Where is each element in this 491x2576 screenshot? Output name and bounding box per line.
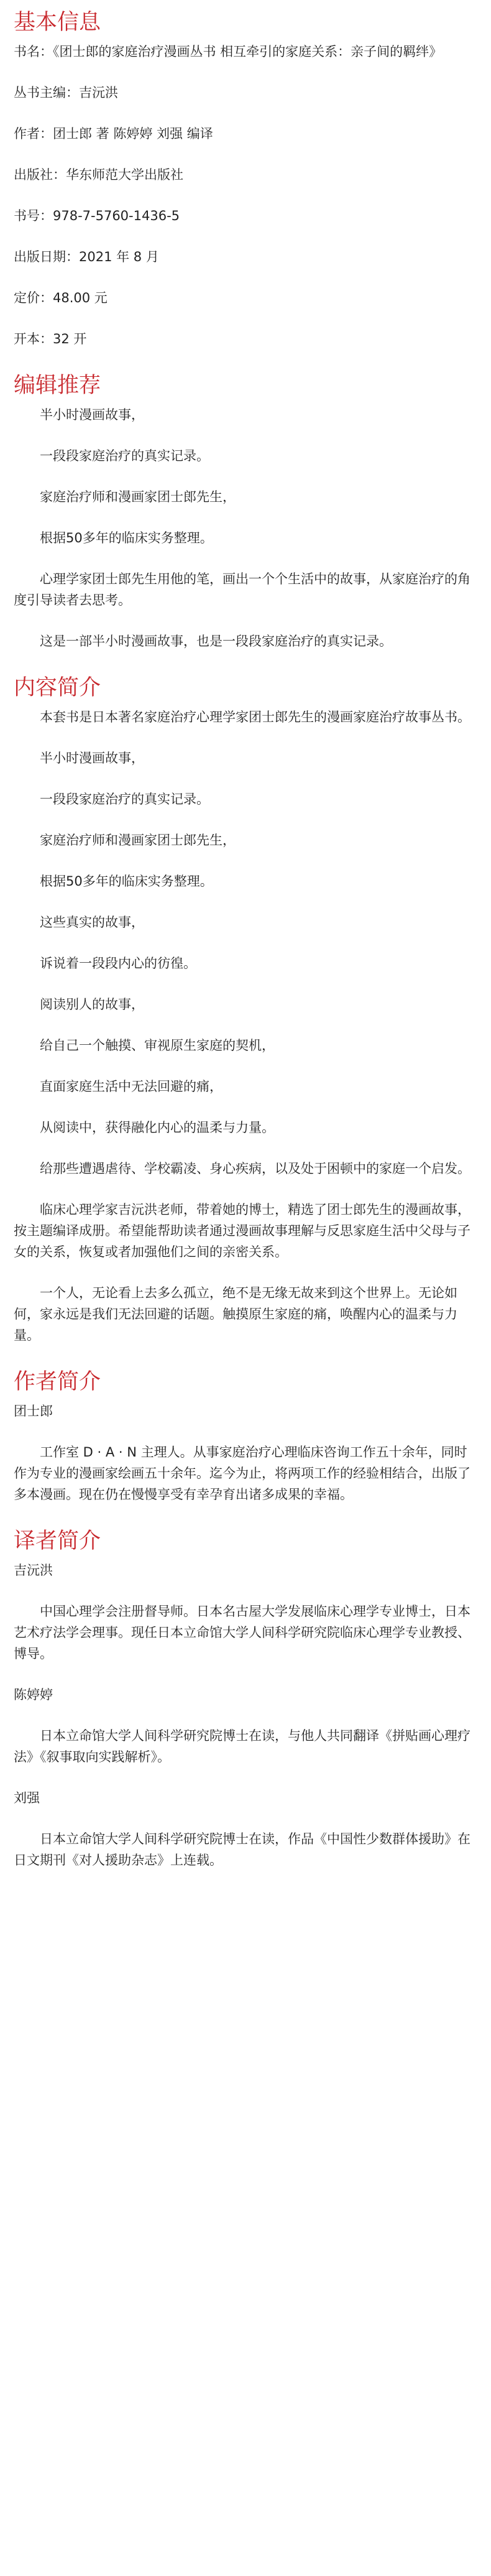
body-paragraph: 这是一部半小时漫画故事，也是一段段家庭治疗的真实记录。	[40, 634, 392, 649]
body-paragraph: 日本立命馆大学人间科学研究院博士在读，作品《中国性少数群体援助》在日文期刊《对人援助杂志》上连载。	[14, 1832, 470, 1868]
label-paragraph: 吉沅洪	[14, 1563, 53, 1578]
section-title: 作者简介	[14, 1369, 101, 1394]
body-paragraph: 根据50多年的临床实务整理。	[40, 530, 213, 545]
body-paragraph: 心理学家团士郎先生用他的笔，画出一个个生活中的故事，从家庭治疗的角度引导读者去思考。	[14, 572, 470, 608]
section-title: 译者简介	[14, 1529, 101, 1554]
label-paragraph: 定价：48.00 元	[14, 290, 108, 305]
paragraph-list	[14, 707, 477, 1346]
section-title: 编辑推荐	[14, 373, 101, 398]
body-paragraph: 从阅读中，获得融化内心的温柔与力量。	[40, 1120, 275, 1135]
label-paragraph: 书号：978-7-5760-1436-5	[14, 208, 180, 223]
body-paragraph: 一段段家庭治疗的真实记录。	[40, 448, 209, 463]
body-paragraph: 直面家庭生活中无法回避的痛，	[40, 1079, 223, 1094]
body-paragraph: 根据50多年的临床实务整理。	[40, 874, 213, 889]
section-content-summary	[14, 673, 477, 1346]
section-title: 基本信息	[14, 10, 101, 35]
section-basic-info	[14, 7, 477, 350]
paragraph-list	[14, 404, 477, 652]
paragraph-list	[14, 1401, 477, 1505]
body-paragraph: 日本立命馆大学人间科学研究院博士在读，与他人共同翻译《拼贴画心理疗法》《叙事取向实践解析》。	[14, 1728, 470, 1764]
paragraph-list	[14, 1560, 477, 1871]
label-paragraph: 作者：团士郎 著 陈婷婷 刘强 编译	[14, 126, 213, 141]
label-paragraph: 开本：32 开	[14, 331, 87, 346]
body-paragraph: 工作室 D · A · N 主理人。从事家庭治疗心理临床咨询工作五十余年，同时作为专业的漫画家绘画五十余年。迄今为止，将两项工作的经验相结合，出版了多本漫画。现在仍在慢慢享受有幸孕育出诸多成果的幸福。	[14, 1445, 470, 1502]
section-author-bio	[14, 1367, 477, 1505]
section-translator-bio	[14, 1526, 477, 1871]
label-paragraph: 陈婷婷	[14, 1687, 53, 1702]
section-editor-recommendation	[14, 371, 477, 652]
body-paragraph: 给自己一个触摸、审视原生家庭的契机，	[40, 1038, 275, 1053]
paragraph-list	[14, 41, 477, 350]
body-paragraph: 给那些遭遇虐待、学校霸凌、身心疾病，以及处于困顿中的家庭一个启发。	[40, 1161, 470, 1176]
body-paragraph: 半小时漫画故事，	[40, 407, 144, 422]
body-paragraph: 家庭治疗师和漫画家团士郎先生，	[40, 489, 236, 504]
body-paragraph: 半小时漫画故事，	[40, 751, 144, 766]
body-paragraph: 本套书是日本著名家庭治疗心理学家团士郎先生的漫画家庭治疗故事丛书。	[40, 710, 470, 725]
label-paragraph: 刘强	[14, 1791, 40, 1805]
body-paragraph: 诉说着一段段内心的彷徨。	[40, 956, 196, 971]
section-title: 内容简介	[14, 675, 101, 700]
body-paragraph: 临床心理学家吉沅洪老师，带着她的博士，精选了团士郎先生的漫画故事，按主题编译成册。希望能帮助读者通过漫画故事理解与反思家庭生活中父母与子女的关系，恢复或者加强他们之间的亲密关系。	[14, 1202, 470, 1259]
body-paragraph: 家庭治疗师和漫画家团士郎先生，	[40, 833, 236, 848]
body-paragraph: 一段段家庭治疗的真实记录。	[40, 792, 209, 807]
label-paragraph: 出版社：华东师范大学出版社	[14, 167, 183, 182]
body-paragraph: 阅读别人的故事，	[40, 997, 144, 1012]
body-paragraph: 中国心理学会注册督导师。日本名古屋大学发展临床心理学专业博士，日本艺术疗法学会理事。现任日本立命馆大学人间科学研究院临床心理学专业教授、博导。	[14, 1604, 470, 1661]
body-paragraph: 一个人，无论看上去多么孤立，绝不是无缘无故来到这个世界上。无论如何，家永远是我们无法回避的话题。触摸原生家庭的痛，唤醒内心的温柔与力量。	[14, 1286, 457, 1343]
body-paragraph: 这些真实的故事，	[40, 915, 144, 930]
label-paragraph: 团士郎	[14, 1404, 53, 1419]
label-paragraph: 书名：《团士郎的家庭治疗漫画丛书 相互牵引的家庭关系：亲子间的羁绊》	[14, 44, 443, 59]
label-paragraph: 丛书主编：吉沅洪	[14, 85, 118, 100]
label-paragraph: 出版日期：2021 年 8 月	[14, 249, 159, 264]
